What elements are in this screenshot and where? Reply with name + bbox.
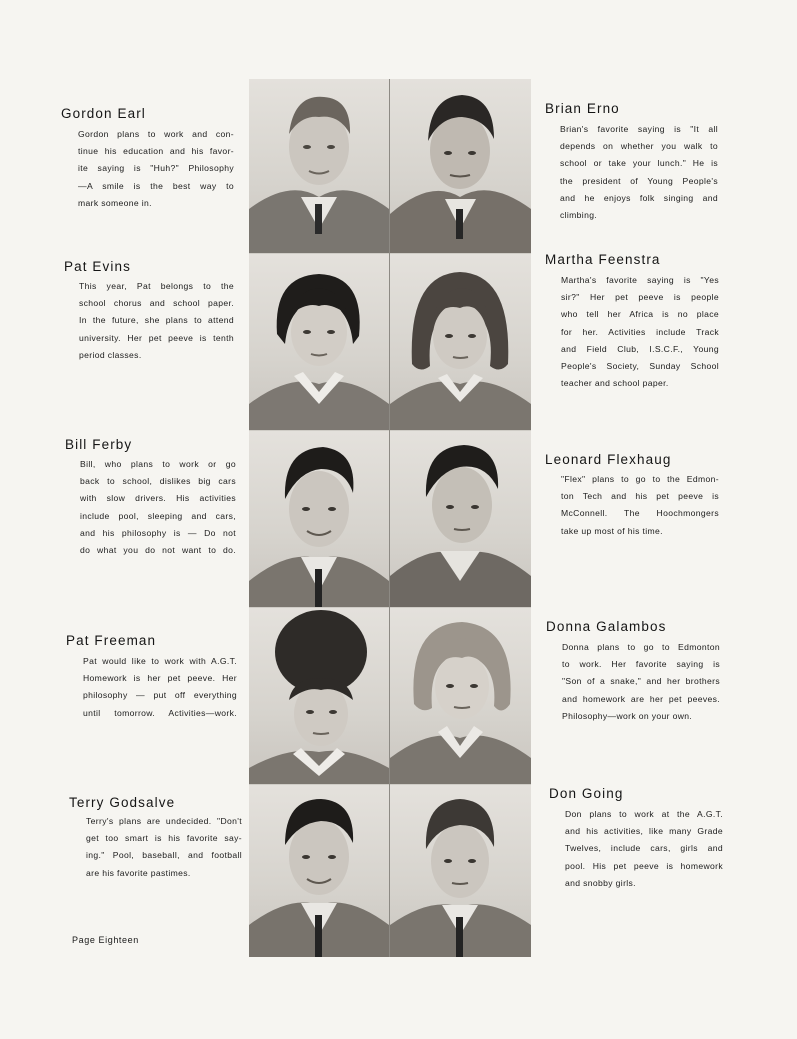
portrait-figure — [390, 431, 531, 607]
portrait-donna-galambos — [390, 608, 531, 784]
portrait-gordon-earl — [249, 79, 389, 253]
portrait-martha-feenstra — [390, 254, 531, 430]
portrait-pat-freeman — [249, 608, 389, 784]
portrait-terry-godsalve — [249, 785, 389, 957]
student-bio-pat-freeman: Pat would like to work with A.G.T. Homework is her pet peeve. Her philosophy — put off everything until tomorrow. Activities—work. — [83, 656, 237, 718]
student-name-martha-feenstra: Martha Feenstra — [545, 252, 661, 267]
student-name-bill-ferby: Bill Ferby — [65, 437, 133, 452]
student-name-pat-freeman: Pat Freeman — [66, 633, 157, 648]
portrait-figure — [390, 79, 531, 253]
student-bio-donna-galambos: Donna plans to go to Edmonton to work. Her favorite saying is "Son of a snake," and her brothers and homework are her pet peeves. Philosophy—work on your own. — [562, 642, 720, 721]
photo-divider — [389, 79, 390, 957]
student-name-gordon-earl: Gordon Earl — [61, 106, 146, 121]
student-bio-leonard-flexhaug: "Flex" plans to go to the Edmon- ton Tech and his pet peeve is McConnell. The Hoochmongers take up most of his time. — [561, 474, 719, 536]
portrait-figure — [390, 608, 531, 784]
portrait-figure — [390, 254, 531, 430]
portrait-pat-evins — [249, 254, 389, 430]
portrait-figure — [249, 608, 389, 784]
portrait-figure — [390, 785, 531, 957]
student-bio-don-going: Don plans to work at the A.G.T. and his activities, like many Grade Twelves, include cars, girls and pool. His pet peeve is homework and snobby girls. — [565, 809, 723, 888]
portrait-leonard-flexhaug — [390, 431, 531, 607]
portrait-figure — [249, 785, 389, 957]
portrait-brian-erno — [390, 79, 531, 253]
student-bio-martha-feenstra: Martha's favorite saying is "Yes sir?" Her pet peeve is people who tell her Africa is no place for her. Activities include Track and Field Club, I.S.C.F., Young People's Society, Sunday School teacher and school paper. — [561, 275, 719, 389]
student-name-pat-evins: Pat Evins — [64, 259, 131, 274]
student-bio-gordon-earl: Gordon plans to work and con- tinue his education and his favor- ite saying is "Huh?" Philosophy —A smile is the best way to mark someone in. — [78, 129, 234, 208]
student-name-leonard-flexhaug: Leonard Flexhaug — [545, 452, 672, 467]
portrait-figure — [249, 254, 389, 430]
student-bio-brian-erno: Brian's favorite saying is "It all depends on whether you walk to school or take your lunch." He is the president of Young People's and he enjoys folk singing and climbing. — [560, 124, 718, 221]
portrait-don-going — [390, 785, 531, 957]
student-bio-pat-evins: This year, Pat belongs to the school chorus and school paper. In the future, she plans to attend university. Her pet peeve is tenth period classes. — [79, 281, 234, 360]
student-name-terry-godsalve: Terry Godsalve — [69, 795, 176, 810]
student-name-don-going: Don Going — [549, 786, 624, 801]
portrait-figure — [249, 431, 389, 607]
student-name-donna-galambos: Donna Galambos — [546, 619, 667, 634]
portrait-bill-ferby — [249, 431, 389, 607]
student-bio-bill-ferby: Bill, who plans to work or go back to school, dislikes big cars with slow drivers. His activities include pool, sleeping and cars, and his philosophy is — Do not do what you do not want to do. — [80, 459, 236, 556]
student-name-brian-erno: Brian Erno — [545, 101, 620, 116]
portrait-figure — [249, 79, 389, 253]
student-bio-terry-godsalve: Terry's plans are undecided. "Don't get too smart is his favorite say- ing." Pool, baseball, and football are his favorite pastimes. — [86, 816, 242, 878]
page-number: Page Eighteen — [72, 935, 139, 945]
